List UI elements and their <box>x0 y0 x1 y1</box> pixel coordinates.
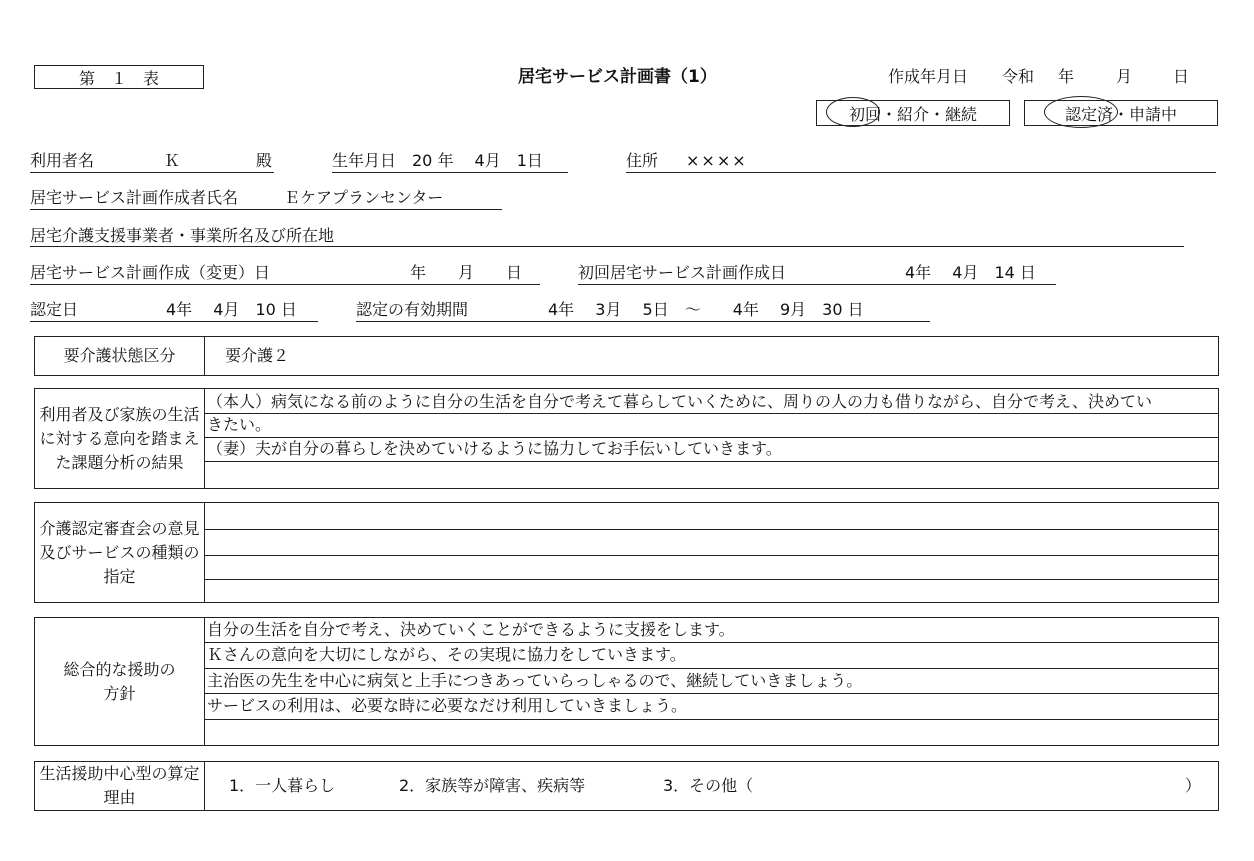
change-date-label: 居宅サービス計画作成（変更）日 <box>30 263 271 282</box>
support-reason-section <box>34 761 1219 811</box>
divider <box>205 693 1218 694</box>
birth-date-label: 生年月日 <box>332 151 397 170</box>
policy-line-3: 主治医の先生を中心に病気と上手につきあっていらっしゃるので、継続していきましょう。 <box>207 671 863 690</box>
opinion-label: 介護認定審査会の意見及びサービスの種類の指定 <box>35 503 205 602</box>
first-plan-date-label: 初回居宅サービス計画作成日 <box>578 263 787 282</box>
care-level-label: 要介護状態区分 <box>35 337 205 375</box>
divider <box>205 642 1218 643</box>
created-date-month-unit: 月 <box>1116 67 1133 86</box>
policy-label: 総合的な援助の方針 <box>35 618 205 745</box>
intentions-label: 利用者及び家族の生活に対する意向を踏まえた課題分析の結果 <box>35 389 205 488</box>
created-date-year-unit: 年 <box>1058 67 1075 86</box>
divider <box>205 413 1218 414</box>
certification-selected-circle <box>1044 96 1118 128</box>
support-reason-label: 生活援助中心型の算定理由 <box>35 762 205 810</box>
user-name-label: 利用者名 <box>30 151 95 170</box>
certification-date-label: 認定日 <box>30 300 79 319</box>
intentions-section <box>34 388 1219 489</box>
support-reason-option-2: 2．家族等が障害、疾病等 <box>399 776 586 795</box>
certification-date-value: 4年 4月 10 日 <box>166 300 297 319</box>
valid-period-value: 4年 3月 5日 ～ 4年 9月 30 日 <box>548 300 864 319</box>
user-honorific: 殿 <box>256 151 273 170</box>
divider <box>205 529 1218 530</box>
care-level-section <box>34 336 1219 376</box>
first-plan-date-value: 4年 4月 14 日 <box>905 263 1036 282</box>
support-reason-option-3: 3．その他（ <box>663 776 754 795</box>
certification-status-options: 認定済・申請中 <box>1064 104 1177 124</box>
change-date-value: 年 月 日 <box>410 263 523 282</box>
created-date-day-unit: 日 <box>1173 67 1190 86</box>
policy-line-2: Ｋさんの意向を大切にしながら、その実現に協力をしていきます。 <box>207 645 686 664</box>
address-label: 住所 <box>626 151 659 170</box>
plan-type-selected-circle <box>826 97 880 127</box>
office-label: 居宅介護支援事業者・事業所名及び所在地 <box>30 226 335 245</box>
valid-period-label: 認定の有効期間 <box>356 300 469 319</box>
divider <box>205 437 1218 438</box>
table-number-box <box>34 65 204 89</box>
birth-date-value: 20 年 4月 1日 <box>412 151 543 170</box>
care-level-value: 要介護２ <box>225 346 290 365</box>
policy-line-4: サービスの利用は、必要な時に必要なだけ利用していきましょう。 <box>207 696 688 715</box>
support-reason-close-paren: ） <box>1185 776 1202 795</box>
support-reason-option-1: 1．一人暮らし <box>229 776 336 795</box>
user-name-value: Ｋ <box>164 151 181 170</box>
intentions-line-3: （妻）夫が自分の暮らしを決めていけるように協力してお手伝いしていきます。 <box>207 439 782 458</box>
created-date-era: 令和 <box>1002 67 1035 86</box>
plan-type-options: 初回・紹介・継続 <box>848 104 977 124</box>
opinion-section <box>34 502 1219 603</box>
table-number: 第 １ 表 <box>78 68 159 88</box>
created-date-label: 作成年月日 <box>888 67 969 86</box>
document-title: 居宅サービス計画書（1） <box>518 67 717 87</box>
creator-label: 居宅サービス計画作成者氏名 <box>30 188 239 207</box>
divider <box>205 579 1218 580</box>
divider <box>205 668 1218 669</box>
intentions-line-2: きたい。 <box>207 415 272 434</box>
intentions-line-1: （本人）病気になる前のように自分の生活を自分で考えて暮らしていくために、周りの人の力も借りながら、自分で考え、決めてい <box>207 392 1152 411</box>
creator-value: Ｅケアプランセンター <box>284 188 444 207</box>
address-value: ×××× <box>686 151 748 170</box>
divider <box>205 555 1218 556</box>
policy-line-1: 自分の生活を自分で考え、決めていくことができるように支援をします。 <box>207 620 735 639</box>
divider <box>205 461 1218 462</box>
policy-section <box>34 617 1219 746</box>
divider <box>205 719 1218 720</box>
